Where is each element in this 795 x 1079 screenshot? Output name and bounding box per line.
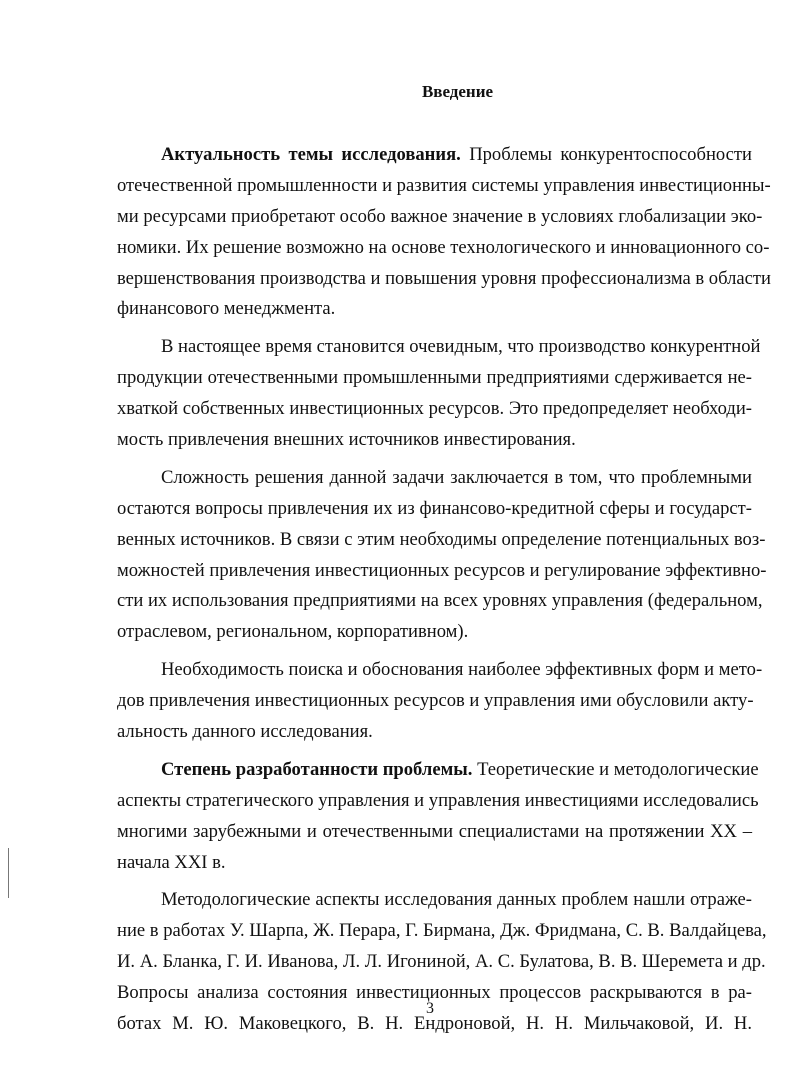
text-line: мость привлечения внешних источников инвестирования. bbox=[117, 429, 576, 451]
paragraph-1-text: Проблемы конкурентоспособности bbox=[460, 144, 752, 165]
scan-margin-mark bbox=[8, 848, 9, 898]
paragraph-5-line-1 bbox=[117, 755, 759, 786]
text-line: ми ресурсами приобретают особо важное значение в условиях глобализации эко- bbox=[117, 205, 763, 227]
text-line: Методологические аспекты исследования данных проблем нашли отраже- bbox=[161, 889, 752, 911]
page-title: Введение bbox=[421, 82, 494, 101]
page-number: 3 bbox=[426, 1000, 434, 1017]
text-line: аспекты стратегического управления и управления инвестициями исследовались bbox=[117, 789, 759, 811]
text-line: многими зарубежными и отечественными специалистами на протяжении XX – bbox=[117, 820, 752, 842]
text-line: начала XXI в. bbox=[117, 851, 226, 873]
text-line: И. А. Бланка, Г. И. Иванова, Л. Л. Игониной, А. С. Булатова, В. В. Шеремета и др. bbox=[117, 951, 766, 973]
text-line: отечественной промышленности и развития системы управления инвестиционны- bbox=[117, 174, 771, 196]
text-line: можностей привлечения инвестиционных ресурсов и регулирование эффективно- bbox=[117, 559, 767, 581]
text-line: альность данного исследования. bbox=[117, 721, 373, 743]
text-line: Сложность решения данной задачи заключается в том, что проблемными bbox=[161, 466, 752, 488]
text-line: ботах М. Ю. Маковецкого, В. Н. Ендроновой, Н. Н. Мильчаковой, И. Н. bbox=[117, 1013, 752, 1035]
text-line: остаются вопросы привлечения их из финансово-кредитной сферы и государст- bbox=[117, 497, 752, 519]
text-line: В настоящее время становится очевидным, что производство конкурентной bbox=[161, 336, 761, 358]
text-line: отраслевом, региональном, корпоративном). bbox=[117, 621, 469, 643]
text-line: хваткой собственных инвестиционных ресурсов. Это предопределяет необходи- bbox=[117, 398, 752, 420]
text-line: ние в работах У. Шарпа, Ж. Перара, Г. Бирмана, Дж. Фридмана, С. В. Валдайцева, bbox=[117, 920, 767, 942]
body-text bbox=[117, 140, 771, 1040]
text-line: номики. Их решение возможно на основе технологического и инновационного со- bbox=[117, 236, 770, 258]
text-line: венных источников. В связи с этим необходимы определение потенциальных воз- bbox=[117, 528, 766, 550]
paragraph-5-text: Теоретические и методологические bbox=[472, 758, 759, 780]
text-line: Вопросы анализа состояния инвестиционных процессов раскрываются в ра- bbox=[117, 982, 752, 1004]
text-line: вершенствования производства и повышения уровня профессионализма в области bbox=[117, 267, 771, 289]
text-line: Необходимость поиска и обоснования наиболее эффективных форм и мето- bbox=[161, 659, 763, 681]
text-line: дов привлечения инвестиционных ресурсов и управления ими обусловили акту- bbox=[117, 690, 754, 712]
paragraph-5-lead: Степень разработанности проблемы. bbox=[161, 758, 473, 780]
paragraph-1-lead: Актуальность темы исследования. bbox=[161, 144, 461, 165]
text-line: финансового менеджмента. bbox=[117, 298, 336, 320]
text-line: продукции отечественными промышленными предприятиями сдерживается не- bbox=[117, 367, 752, 389]
paragraph-1-line-1 bbox=[117, 140, 752, 171]
text-line: сти их использования предприятиями на всех уровнях управления (федеральном, bbox=[117, 590, 763, 612]
